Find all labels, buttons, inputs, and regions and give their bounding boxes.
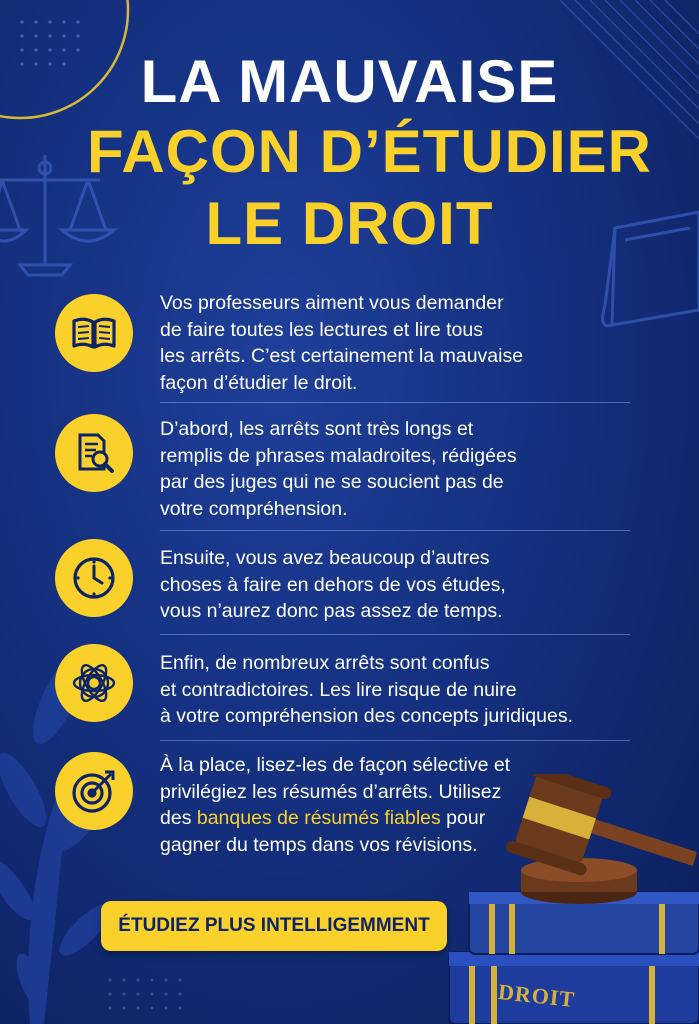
item-text-line: Vos professeurs aiment vous demander [160, 292, 504, 314]
item-text-line [160, 805, 640, 832]
item-text-line: façon d’étudier le droit. [160, 371, 358, 394]
item-text-line: Enfin, de nombreux arrêts sont confus [160, 652, 490, 674]
item-text-line: à votre compréhension des concepts juridiques. [160, 705, 573, 727]
divider [160, 634, 630, 635]
cta-button[interactable]: ÉTUDIEZ PLUS INTELLIGEMMENT [101, 901, 447, 951]
text-segment: des [160, 807, 197, 829]
clock-icon [55, 539, 133, 617]
document-search-icon [55, 414, 133, 492]
item-text-line: votre compréhension. [160, 497, 348, 520]
item-text-line: remplis de phrases maladroites, rédigées [160, 444, 517, 467]
page-title-line-2: FAÇON D’ÉTUDIER [86, 118, 653, 185]
item-text-line: À la place, lisez-les de façon sélective et [160, 754, 511, 776]
item-text-line: privilégiez les résumés d’arrêts. Utilisez [160, 780, 502, 803]
item-text-line: de faire toutes les lectures et lire tous [160, 318, 483, 341]
item-text-line: vous n’aurez donc pas assez de temps. [160, 600, 503, 622]
tangled-knot-icon [55, 644, 133, 722]
item-text-line: par des juges qui ne se soucient pas de [160, 471, 504, 493]
item-text-line: Ensuite, vous avez beaucoup d’autres [160, 547, 490, 569]
item-text-line: D’abord, les arrêts sont très longs et [160, 418, 474, 440]
item-text-line: choses à faire en dehors de vos études, [160, 573, 506, 596]
page-title-line-3: LE DROIT [205, 190, 494, 257]
book-spine-label: DROIT [496, 979, 577, 1012]
item-text-line: et contradictoires. Les lire risque de nuire [160, 678, 517, 701]
item-text-line: gagner du temps dans vos révisions. [160, 833, 478, 856]
item-text-line: les arrêts. C’est certainement la mauvaise [160, 345, 524, 367]
text-segment: pour [440, 807, 486, 829]
highlighted-text: banques de résumés fiables [196, 807, 441, 829]
divider [160, 530, 630, 531]
open-book-icon [55, 294, 133, 372]
divider [160, 740, 630, 741]
divider [160, 402, 630, 403]
page-title-line-1: LA MAUVAISE [140, 48, 559, 115]
target-icon [55, 752, 133, 830]
